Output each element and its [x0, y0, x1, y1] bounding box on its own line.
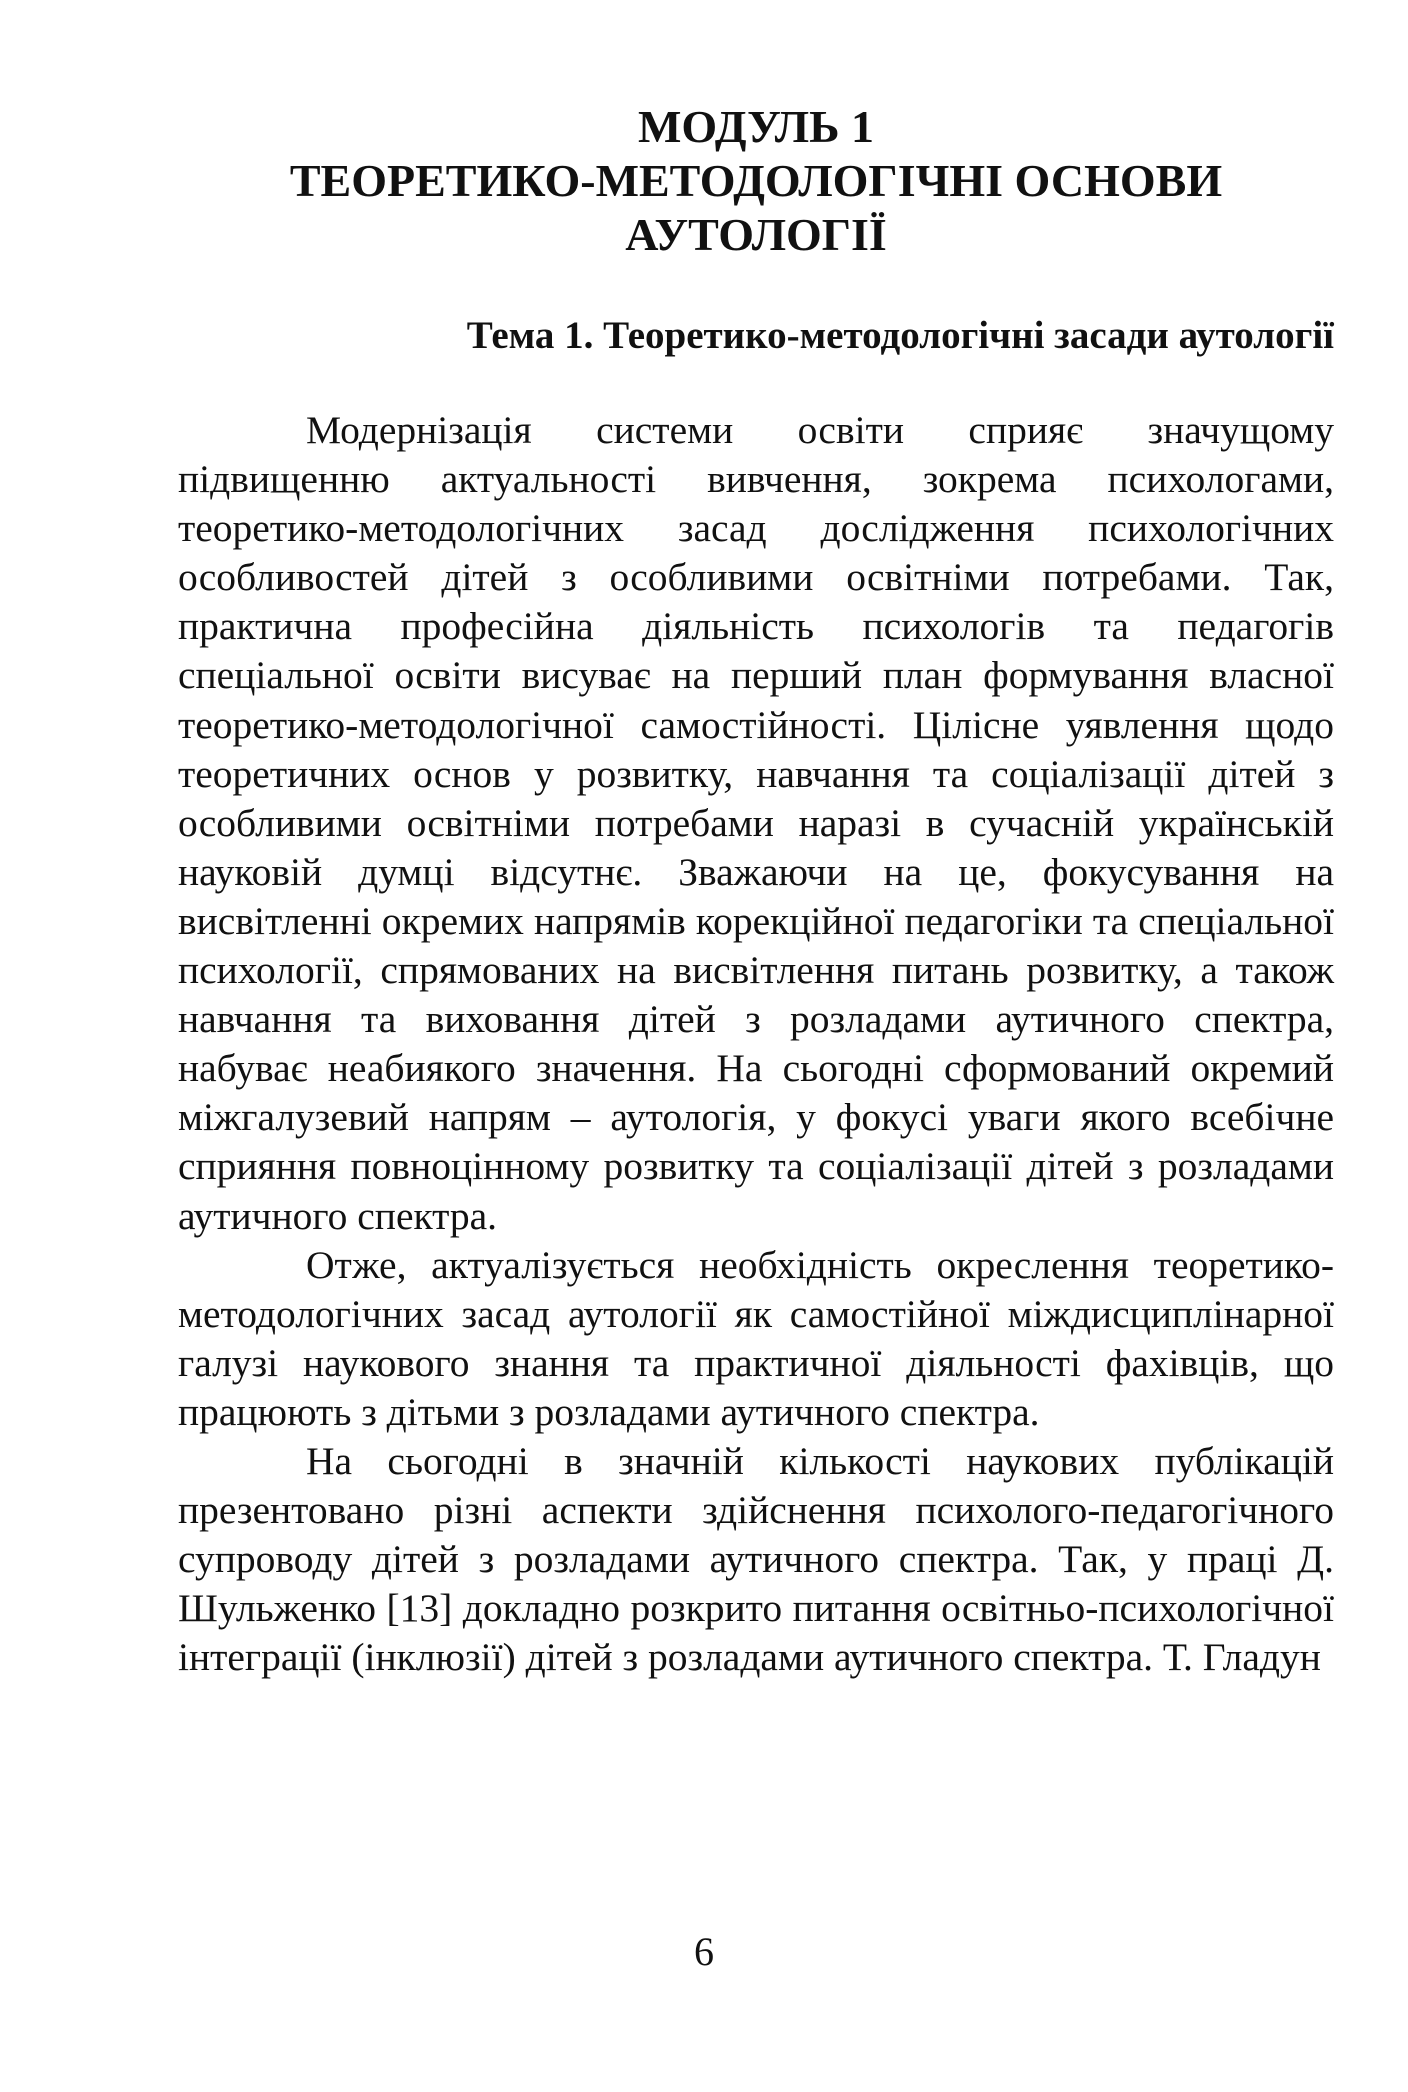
- paragraph-1: Модернізація системи освіти сприяє значущому підвищенню актуальності вивчення, зокрема психологами, теоретико-методологічних засад дослідження психологічних особливостей дітей з особливими освітніми потребами. Так, практична професійна діяльність психологів та педагогів спеціальної освіти висуває на перший план формування власної теоретико-методологічної самостійності. Цілісне уявлення щодо теоретичних основ у розвитку, навчання та соціалізації дітей з особливими освітніми потребами наразі в сучасній українській науковій думці відсутнє. Зважаючи на це, фокусування на висвітленні окремих напрямів корекційної педагогіки та спеціальної психології, спрямованих на висвітлення питань розвитку, а також навчання та виховання дітей з розладами аутичного спектра, набуває неабиякого значення. На сьогодні сформований окремий міжгалузевий напрям – аутологія, у фокусі уваги якого всебічне сприяння повноцінному розвитку та соціалізації дітей з розладами аутичного спектра.: [178, 408, 1334, 1238]
- module-header-line-3: АУТОЛОГІЇ: [625, 209, 887, 260]
- module-header: [178, 100, 1334, 262]
- module-header-line-1: МОДУЛЬ 1: [638, 101, 874, 152]
- topic-title: Тема 1. Теоретико-методологічні засади аутології: [466, 314, 1334, 357]
- module-header-line-2: ТЕОРЕТИКО-МЕТОДОЛОГІЧНІ ОСНОВИ: [289, 155, 1223, 206]
- paragraph-2: Отже, актуалізується необхідність окреслення теоретико-методологічних засад аутології як самостійної міждисциплінарної галузі наукового знання та практичної діяльності фахівців, що працюють з дітьми з розладами аутичного спектра.: [178, 1242, 1334, 1434]
- paragraph-3: На сьогодні в значній кількості наукових публікацій презентовано різні аспекти здійснення психолого-педагогічного супроводу дітей з розладами аутичного спектра. Так, у праці Д. Шульженко [13] докладно розкрито питання освітньо-психологічної інтеграції (інклюзії) дітей з розладами аутичного спектра. Т. Гладун: [178, 1438, 1334, 1680]
- page-number: 6: [694, 1929, 714, 1974]
- document-page: [178, 100, 1334, 1682]
